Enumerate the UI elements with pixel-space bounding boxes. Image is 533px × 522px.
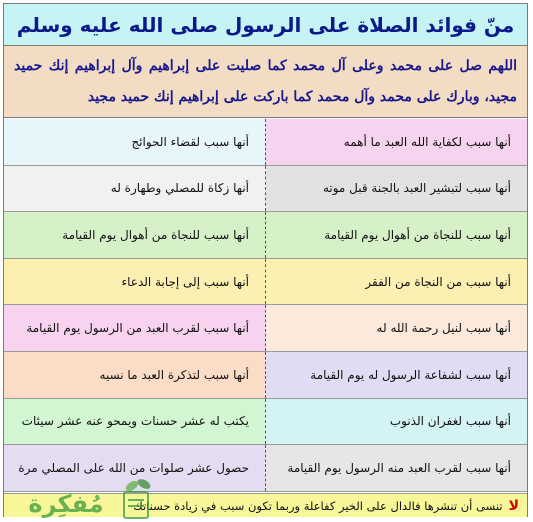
benefit-cell-left: حصول عشر صلوات من الله على المصلي مرة: [4, 445, 265, 491]
benefit-row: [4, 166, 527, 213]
benefit-row: [4, 119, 527, 166]
benefit-row: [4, 259, 527, 306]
column-divider: [265, 259, 266, 305]
column-divider: [265, 445, 266, 491]
watermark-logo: [4, 472, 164, 522]
watermark-leaf-icon: [124, 477, 152, 518]
benefit-cell-right: أنها سبب لشفاعة الرسول له يوم القيامة: [266, 352, 527, 398]
column-divider: [265, 305, 266, 351]
column-divider: [265, 399, 266, 445]
benefit-cell-left: أنها سبب لتذكرة العبد ما نسيه: [4, 352, 265, 398]
prayer-text: اللهم صل على محمد وعلى آل محمد كما صليت على إبراهيم وآل إبراهيم إنك حميد مجيد، وبارك على محمد وآل محمد كما باركت على إبراهيم إنك حميد مجيد: [4, 46, 527, 118]
benefit-row: [4, 212, 527, 259]
benefit-row: [4, 305, 527, 352]
column-divider: [265, 166, 266, 212]
footer-text: تنسى أن تنشرها فالدال على الخير كفاعلة وربما تكون سبب في زيادة حسناتك: [133, 498, 503, 513]
footer-no: لا: [508, 497, 519, 514]
watermark-text: مُفكِرة: [28, 490, 104, 518]
column-divider: [265, 119, 266, 165]
benefit-row: [4, 352, 527, 399]
column-divider: [265, 212, 266, 258]
benefit-cell-left: أنها زكاة للمصلي وطهارة له: [4, 166, 265, 212]
benefits-grid: [4, 119, 527, 492]
benefit-cell-right: أنها سبب لتبشير العبد بالجنة قبل موته: [266, 166, 527, 212]
page-title: منّ فوائد الصلاة على الرسول صلى الله عليه وسلم: [4, 4, 527, 46]
column-divider: [265, 352, 266, 398]
benefit-cell-left: أنها سبب لقضاء الحوائج: [4, 119, 265, 165]
benefit-cell-left: يكتب له عشر حسنات ويمحو عنه عشر سيئات: [4, 399, 265, 445]
infographic-frame: [3, 3, 528, 517]
benefit-cell-right: أنها سبب للنجاة من أهوال يوم القيامة: [266, 212, 527, 258]
benefit-cell-left: أنها سبب لقرب العبد من الرسول يوم القيامة: [4, 305, 265, 351]
benefit-cell-right: أنها سبب لنيل رحمة الله له: [266, 305, 527, 351]
benefit-cell-right: أنها سبب لغفران الذنوب: [266, 399, 527, 445]
benefit-cell-left: أنها سبب للنجاة من أهوال يوم القيامة: [4, 212, 265, 258]
benefit-cell-right: أنها سبب لقرب العبد منه الرسول يوم القيامة: [266, 445, 527, 491]
benefit-cell-right: أنها سبب لكفاية الله العبد ما أهمه: [266, 119, 527, 165]
benefit-cell-left: أنها سبب إلى إجابة الدعاء: [4, 259, 265, 305]
benefit-row: [4, 399, 527, 446]
benefit-cell-right: أنها سبب من النجاة من الفقر: [266, 259, 527, 305]
